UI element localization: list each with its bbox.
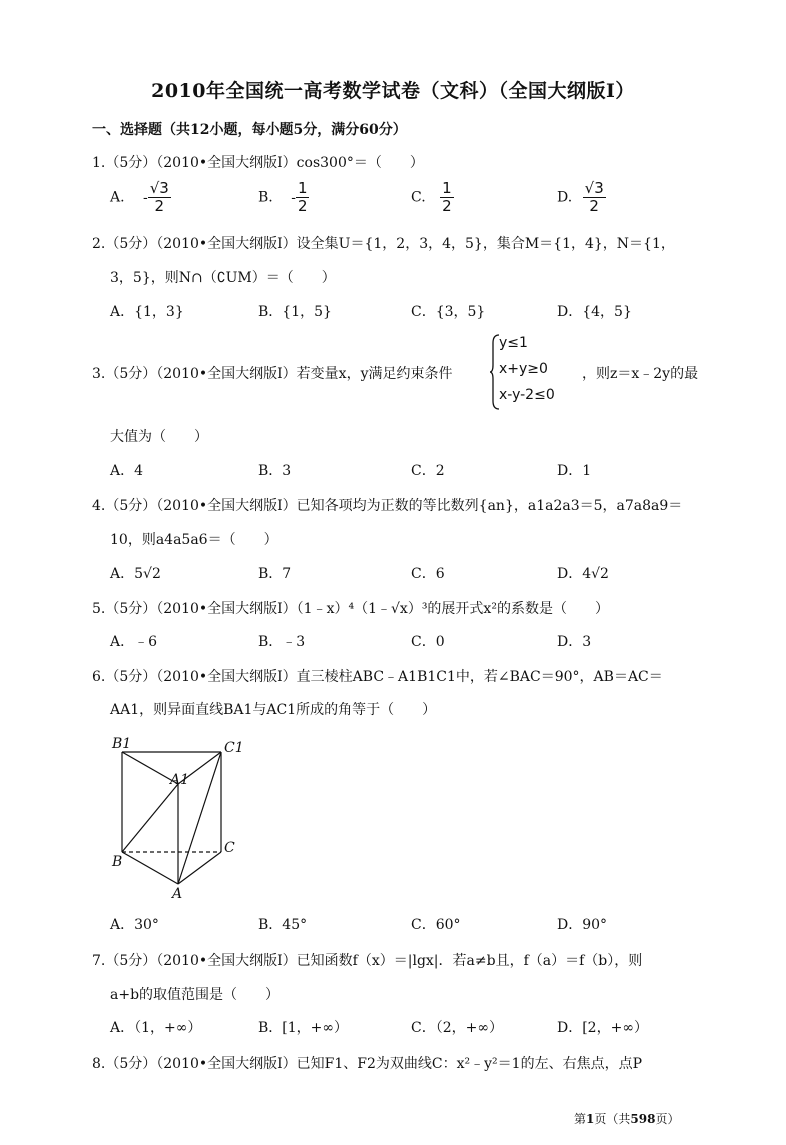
q3-option-d: D．1 (557, 463, 592, 479)
question-7: 7.（5分）（2010•全国大纲版Ⅰ）已知函数f（x）＝|lgx|．若a≠b且，f（a）＝f（b），则 (92, 953, 643, 969)
fraction: $\frac{√3}{2}$ (149, 179, 169, 215)
constraint-2: x+y≥0 (499, 361, 548, 377)
segment-ba1 (122, 784, 178, 852)
question-5: 5.（5分）（2010•全国大纲版Ⅰ）（1﹣x）⁴（1﹣√x）³的展开式x²的系数是（ ） (92, 601, 609, 617)
q2-option-c: C．{3，5} (411, 304, 486, 320)
label-a: A (172, 886, 183, 902)
question-2: 2.（5分）（2010•全国大纲版Ⅰ）设全集U＝{1，2，3，4，5}，集合M＝{1，4}，N＝{1， (92, 236, 675, 252)
label-c1: C1 (224, 740, 244, 756)
edge-ab (122, 852, 178, 884)
q6-option-a: A．30° (110, 917, 159, 933)
question-8: 8.（5分）（2010•全国大纲版Ⅰ）已知F1、F2为双曲线C：x²﹣y²＝1的左、右焦点，点P (92, 1056, 642, 1072)
constraint-1: y≤1 (499, 335, 528, 351)
constraint-3: x-y-2≤0 (499, 387, 555, 403)
edge-ac (178, 852, 221, 884)
q7-option-b: B．[1，+∞） (258, 1020, 349, 1036)
label-a1: A1 (170, 772, 190, 788)
q7-option-d: D．[2，+∞） (557, 1020, 648, 1036)
q6-option-b: B．45° (258, 917, 308, 933)
question-1 (92, 152, 424, 172)
constraint-system (489, 333, 579, 411)
question-6-cont: AA1，则异面直线BA1与AC1所成的角等于（ ） (110, 702, 437, 718)
q1-option-a: A. - $\frac{√3}{2}$ (110, 179, 169, 215)
q3-option-b: B．3 (258, 463, 292, 479)
page-footer: 第1页（共598页） (574, 1112, 680, 1126)
fraction: $\frac{1}{2}$ (442, 179, 452, 215)
section-heading: 一、选择题（共12小题，每小题5分，满分60分） (92, 122, 407, 138)
fraction: $\frac{√3}{2}$ (584, 179, 604, 215)
q5-option-c: C．0 (411, 634, 445, 650)
q3-option-c: C．2 (411, 463, 445, 479)
label-c: C (224, 840, 235, 856)
q6-option-c: C．60° (411, 917, 461, 933)
q4-option-a: A．5√2 (110, 566, 161, 582)
label-b: B (112, 854, 123, 870)
question-3-cont: 大值为（ ） (110, 429, 208, 445)
q6-option-d: D．90° (557, 917, 608, 933)
prism-figure (108, 732, 258, 902)
fraction: $\frac{1}{2}$ (297, 179, 308, 215)
q2-option-a: A．{1，3} (110, 304, 184, 320)
question-3: 3.（5分）（2010•全国大纲版Ⅰ）若变量x，y满足约束条件 (92, 366, 453, 382)
question-stem: （5分）（2010•全国大纲版Ⅰ）cos300°＝（ ） (105, 155, 424, 171)
q4-option-d: D．4√2 (557, 566, 609, 582)
q1-option-d: D. $\frac{√3}{2}$ (557, 179, 604, 215)
q7-option-a: A．（1，+∞） (110, 1020, 202, 1036)
question-7-cont: a+b的取值范围是（ ） (110, 987, 280, 1003)
page-title: 2010年全国统一高考数学试卷（文科）（全国大纲版Ⅰ） (151, 80, 635, 102)
q7-option-c: C．（2，+∞） (411, 1020, 504, 1036)
minus-sign: - (143, 189, 148, 206)
q5-option-a: A．﹣6 (110, 634, 158, 650)
q1-option-c: C. $\frac{1}{2}$ (411, 179, 452, 215)
page-total: 598 (630, 1112, 656, 1126)
question-6: 6.（5分）（2010•全国大纲版Ⅰ）直三棱柱ABC﹣A1B1C1中，若∠BAC＝90°，AB＝AC＝ (92, 669, 663, 685)
q5-option-b: B．﹣3 (258, 634, 306, 650)
page-number: 1 (586, 1112, 595, 1126)
question-2-cont: 3，5}，则N∩（∁UM）＝（ ） (110, 270, 336, 286)
q5-option-d: D．3 (557, 634, 592, 650)
q2-option-d: D．{4，5} (557, 304, 632, 320)
q2-option-b: B．{1，5} (258, 304, 332, 320)
q3-option-a: A．4 (110, 463, 144, 479)
question-number: 1. (92, 155, 106, 171)
question-3-tail: ，则z＝x﹣2y的最 (582, 366, 699, 382)
label-b1: B1 (112, 736, 132, 752)
question-4-cont: 10，则a4a5a6＝（ ） (110, 532, 278, 548)
q4-option-c: C．6 (411, 566, 445, 582)
q4-option-b: B．7 (258, 566, 292, 582)
q1-option-b: B. - $\frac{1}{2}$ (258, 179, 308, 215)
question-4: 4.（5分）（2010•全国大纲版Ⅰ）已知各项均为正数的等比数列{an}，a1a2a3＝5，a7a8a9＝ (92, 498, 683, 514)
